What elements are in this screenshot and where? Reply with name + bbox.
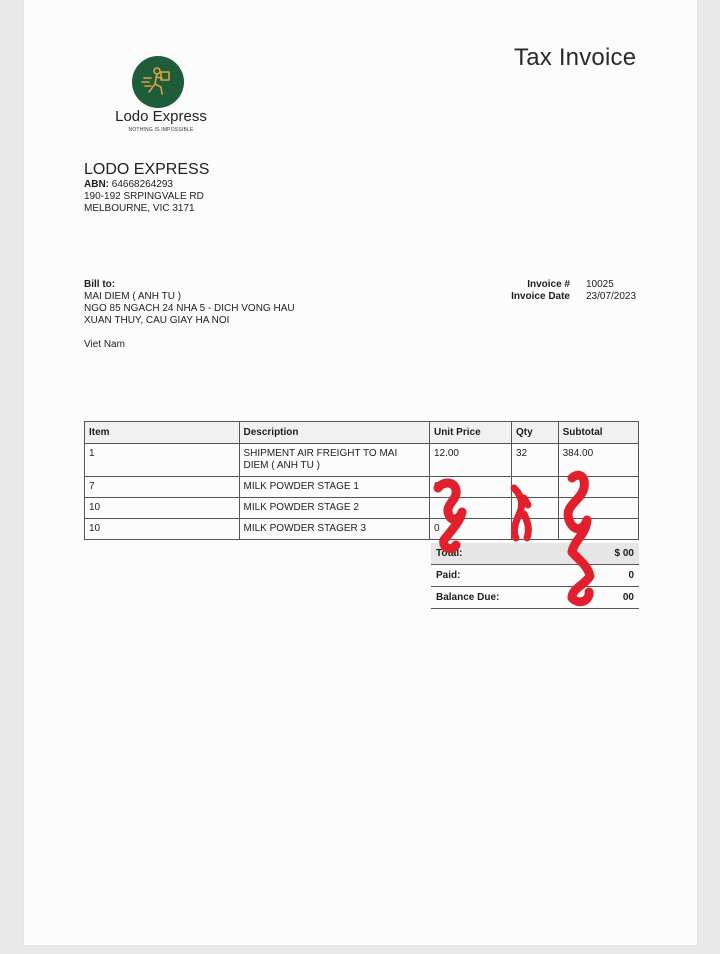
cell-qty — [512, 498, 559, 519]
table-row — [85, 498, 639, 519]
balance-due-value: 00 — [622, 592, 634, 603]
bill-to-country: Viet Nam — [84, 339, 125, 350]
abn-value: 64668264293 — [111, 179, 173, 190]
paid-row — [431, 565, 639, 587]
paid-label: Paid: — [436, 570, 461, 581]
abn-label: ABN: — [84, 179, 109, 190]
line-items-table — [84, 421, 639, 540]
invoice-number: 10025 — [586, 279, 614, 290]
cell-subtotal — [558, 519, 638, 540]
total-value: $ 00 — [614, 548, 634, 559]
bill-to-label: Bill to: — [84, 279, 116, 290]
total-row — [431, 543, 639, 565]
cell-item: 7 — [85, 477, 240, 498]
cell-subtotal — [558, 498, 638, 519]
total-label: Total: — [436, 548, 463, 559]
header-unit-price: Unit Price — [429, 422, 511, 444]
cell-item: 10 — [85, 519, 240, 540]
header-item: Item — [85, 422, 240, 444]
company-address-line1: 190-192 SRPINGVALE RD — [84, 191, 204, 202]
cell-description: MILK POWDER STAGER 3 — [239, 519, 429, 540]
cell-description: SHIPMENT AIR FREIGHT TO MAI DIEM ( ANH TU ) — [239, 444, 429, 477]
bill-to-name: MAI DIEM ( ANH TU ) — [84, 291, 182, 302]
invoice-number-label: Invoice # — [527, 279, 570, 290]
company-abn — [84, 179, 209, 191]
cell-unit-price — [429, 498, 511, 519]
company-address-line2: MELBOURNE, VIC 3171 — [84, 203, 195, 214]
totals-block — [431, 543, 639, 609]
bill-to-address-line1: NGO 85 NGACH 24 NHA 5 - DICH VONG HAU — [84, 303, 295, 314]
balance-due-row — [431, 587, 639, 609]
company-name: LODO EXPRESS — [84, 161, 210, 178]
balance-due-label: Balance Due: — [436, 592, 500, 603]
cell-qty — [512, 477, 559, 498]
cell-qty: 32 — [512, 444, 559, 477]
invoice-meta — [494, 279, 636, 303]
table-row — [85, 477, 639, 498]
cell-unit-price: 0 — [429, 519, 511, 540]
invoice-date: 23/07/2023 — [586, 291, 637, 302]
cell-unit-price: 0. — [429, 477, 511, 498]
bill-to-block — [84, 279, 295, 351]
cell-subtotal — [558, 477, 638, 498]
invoice-date-label: Invoice Date — [511, 291, 570, 302]
cell-subtotal: 384.00 — [558, 444, 638, 477]
cell-description: MILK POWDER STAGE 2 — [239, 498, 429, 519]
table-header-row — [85, 422, 639, 444]
invoice-page — [24, 0, 697, 945]
table-row — [85, 519, 639, 540]
cell-unit-price: 12.00 — [429, 444, 511, 477]
page-title: Tax Invoice — [514, 44, 637, 71]
header-subtotal: Subtotal — [558, 422, 638, 444]
logo-tagline: NOTHING IS IMPOSSIBLE — [128, 127, 194, 133]
cell-item: 1 — [85, 444, 240, 477]
header-description: Description — [239, 422, 429, 444]
bill-to-address-line2: XUAN THUY, CAU GIAY HA NOI — [84, 315, 230, 326]
paid-value: 0 — [628, 570, 634, 581]
logo-name: Lodo Express — [115, 108, 207, 125]
header-qty: Qty — [512, 422, 559, 444]
company-block — [84, 161, 209, 215]
delivery-courier-icon — [132, 56, 184, 108]
cell-item: 10 — [85, 498, 240, 519]
cell-qty — [512, 519, 559, 540]
cell-description: MILK POWDER STAGE 1 — [239, 477, 429, 498]
table-row — [85, 444, 639, 477]
